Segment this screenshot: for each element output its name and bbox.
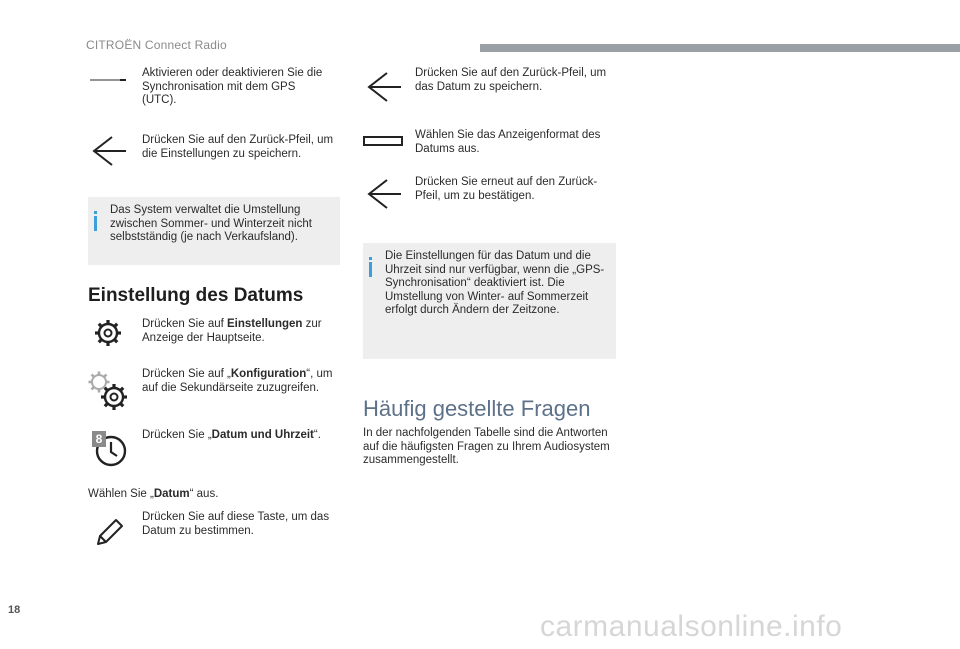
section-heading-faq: Häufig gestellte Fragen [363, 396, 591, 421]
section-heading-date: Einstellung des Datums [88, 285, 304, 306]
pencil-icon [92, 514, 126, 548]
step-settings-bold: Einstellungen [227, 318, 303, 330]
info-icon [367, 257, 375, 277]
step-date-time-bold: Datum und Uhrzeit [211, 429, 314, 441]
page-number: 18 [8, 604, 21, 616]
step-date-time-text: Drücken Sie „Datum und Uhrzeit“. [142, 429, 321, 441]
settings-gear-icon [93, 318, 123, 348]
back-arrow-icon [363, 70, 403, 104]
header-bar [480, 44, 960, 52]
faq-intro-text: In der nachfolgenden Tabelle sind die Antworten auf die häufigsten Fragen zu Ihrem Audiosystem zusammengestellt. [363, 427, 610, 466]
select-date-bold: Datum [153, 488, 190, 500]
back-arrow-icon [363, 177, 403, 211]
step-badge: 8 [92, 431, 106, 447]
sync-text: Aktivieren oder deaktivieren Sie die Synchronisation mit dem GPS (UTC). [142, 67, 323, 106]
back-arrow-text-3: Drücken Sie erneut auf den Zurück-Pfeil, um zu bestätigen. [415, 176, 598, 202]
configuration-gears-icon [87, 370, 129, 412]
info-note-1-text: Das System verwaltet die Umstellung zwischen Sommer- und Winterzeit nicht selbstständig (je nach Verkaufsland). [110, 204, 312, 243]
format-selector-icon [363, 136, 403, 148]
back-arrow-icon [88, 134, 128, 168]
info-note-2 [363, 243, 616, 359]
date-time-clock-icon [90, 427, 130, 469]
step-configuration-text: Drücken Sie auf „Konfiguration“, um auf die Sekundärseite zuzugreifen. [142, 368, 333, 394]
page-header-title: CITROËN Connect Radio [86, 38, 227, 52]
back-arrow-text-2: Drücken Sie auf den Zurück-Pfeil, um das Datum zu speichern. [415, 67, 607, 93]
toggle-line-icon [90, 76, 126, 84]
format-text: Wählen Sie das Anzeigenformat des Datums aus. [415, 129, 601, 155]
step-configuration-bold: Konfiguration [230, 368, 307, 380]
select-date-text: Wählen Sie „Datum“ aus. [88, 488, 219, 500]
back-arrow-text-1: Drücken Sie auf den Zurück-Pfeil, um die Einstellungen zu speichern. [142, 134, 334, 160]
edit-date-text: Drücken Sie auf diese Taste, um das Datum zu bestimmen. [142, 511, 330, 537]
info-icon [92, 211, 100, 231]
step-settings-text: Drücken Sie auf Einstellungen zur Anzeige der Hauptseite. [142, 318, 322, 344]
info-note-1 [88, 197, 340, 265]
watermark: carmanualsonline.info [540, 610, 843, 643]
info-note-2-text: Die Einstellungen für das Datum und die Uhrzeit sind nur verfügbar, wenn die „GPS-Synchronisation“ deaktiviert ist. Die Umstellung von Winter- auf Sommerzeit erfolgt durch Ändern der Zeitzone. [385, 250, 605, 316]
